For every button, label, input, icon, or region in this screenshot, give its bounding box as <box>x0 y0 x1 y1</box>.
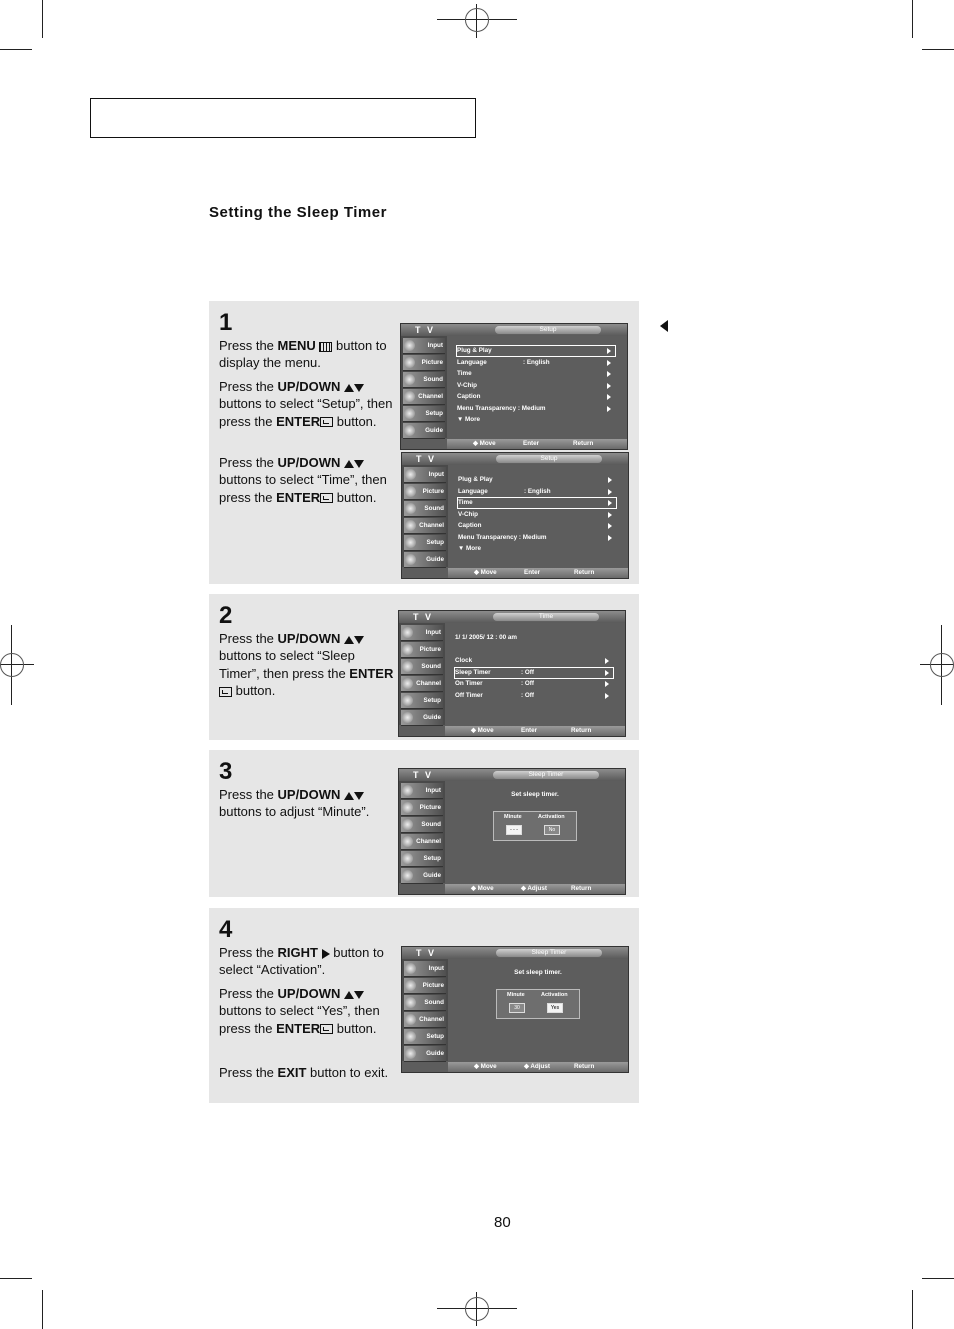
tv-sidebar-icon <box>404 374 415 385</box>
tv-sidebar-item <box>401 710 443 726</box>
tv-sidebar-item <box>404 1029 446 1045</box>
right-arrow-icon <box>607 348 611 354</box>
right-arrow-icon <box>605 681 609 687</box>
step-number: 4 <box>219 916 233 943</box>
tv-row-label: Caption <box>457 393 481 400</box>
tv-menu-title: Time <box>493 613 599 621</box>
tv-sidebar-item <box>401 693 443 709</box>
tv-row-label: Menu Transparency : Medium <box>458 533 547 541</box>
tv-menu-row <box>457 404 615 414</box>
page-number: 80 <box>494 1214 511 1231</box>
step-text <box>219 1064 394 1081</box>
up-arrow-icon <box>344 792 354 800</box>
text-run: Press the <box>219 379 278 394</box>
tv-sidebar-icon <box>405 503 416 514</box>
tv-dialog-header: Minute <box>504 814 522 820</box>
right-arrow-icon <box>608 535 612 541</box>
tv-sidebar-label: Input <box>425 787 441 794</box>
tv-menu-title: Setup <box>496 455 602 463</box>
tv-dialog-header: Activation <box>541 992 568 998</box>
keyword: ENTER <box>276 1020 321 1036</box>
tv-sidebar-label: Setup <box>426 1033 444 1040</box>
up-arrow-icon <box>344 636 354 644</box>
tv-row-label: Plug & Play <box>457 347 492 354</box>
step-text <box>219 630 394 700</box>
tv-sidebar-icon <box>402 712 413 723</box>
step-text <box>219 337 394 372</box>
tv-menu-row <box>455 668 613 678</box>
tv-row-label: Language <box>457 358 487 366</box>
tv-sidebar-label: Sound <box>421 663 441 670</box>
registration-mark <box>465 8 489 32</box>
tv-footer <box>448 568 628 578</box>
tv-sidebar-icon <box>402 627 413 638</box>
down-arrow-icon <box>354 460 364 468</box>
text-run: Press the <box>219 945 278 960</box>
down-arrow-icon <box>354 792 364 800</box>
tv-sidebar-label: Sound <box>421 821 441 828</box>
tv-sidebar-icon <box>402 802 413 813</box>
tv-sidebar-icon <box>402 661 413 672</box>
right-arrow-icon <box>608 523 612 529</box>
tv-footer <box>445 726 625 736</box>
tv-label: T V <box>416 454 437 464</box>
tv-footer-label: Enter <box>523 440 540 447</box>
down-arrow-icon <box>354 384 364 392</box>
tv-footer <box>445 884 625 894</box>
tv-sidebar-label: Guide <box>423 714 441 721</box>
tv-row-label: ▼ More <box>458 545 482 552</box>
crop-mark <box>42 0 43 38</box>
tv-menu-row <box>458 475 616 485</box>
text-run: Press the <box>219 338 278 353</box>
tv-menu-row <box>458 544 616 554</box>
tv-sidebar-icon <box>404 408 415 419</box>
page-side-marker-icon <box>660 320 668 332</box>
step-text <box>219 378 394 430</box>
tv-dialog-value: Yes <box>547 1003 563 1013</box>
tv-row-value: : Off <box>521 668 534 676</box>
tv-menu-row <box>457 369 615 379</box>
tv-sidebar-icon <box>402 819 413 830</box>
tv-sidebar-label: Guide <box>423 872 441 879</box>
tv-sidebar-icon <box>402 678 413 689</box>
right-arrow-icon <box>607 360 611 366</box>
keyword: RIGHT <box>277 945 318 960</box>
tv-dialog-header: Minute <box>507 992 525 998</box>
step-text <box>219 786 394 821</box>
tv-footer-label: Enter <box>524 569 541 576</box>
tv-sidebar-label: Channel <box>418 393 443 400</box>
tv-sidebar-item <box>404 1046 446 1062</box>
tv-footer-label: ◆ Move <box>473 440 496 447</box>
tv-screen <box>398 768 626 895</box>
tv-dialog-value: - - - <box>506 825 522 835</box>
text-run: button to select “Activation”. <box>219 945 384 978</box>
tv-footer-label: ◆ Adjust <box>521 885 547 892</box>
tv-sidebar <box>399 623 445 725</box>
tv-sidebar <box>402 959 448 1061</box>
tv-sidebar-icon <box>405 1048 416 1059</box>
tv-dialog-header: Activation <box>538 814 565 820</box>
text-run: Press the <box>219 986 278 1001</box>
tv-row-value: : English <box>524 487 551 495</box>
tv-menu-title: Sleep Timer <box>493 771 599 779</box>
right-arrow-icon <box>608 500 612 506</box>
tv-sidebar-item <box>404 978 446 994</box>
tv-footer-label: Return <box>573 440 594 447</box>
text-run: Press the <box>219 1065 278 1080</box>
section-heading: Setting the Sleep Timer <box>209 204 387 221</box>
tv-sidebar-icon <box>404 340 415 351</box>
tv-sidebar-item <box>401 800 443 816</box>
tv-dialog-value: 30 <box>509 1003 525 1013</box>
tv-footer-label: Return <box>571 727 592 734</box>
tv-screen <box>401 452 629 579</box>
tv-menu-row <box>457 346 615 356</box>
right-arrow-icon <box>605 658 609 664</box>
tv-menu-row <box>455 679 613 689</box>
tv-menu-row <box>455 656 613 666</box>
right-arrow-icon <box>607 371 611 377</box>
tv-footer <box>447 439 627 449</box>
tv-menu-row <box>457 358 615 368</box>
tv-sidebar-label: Picture <box>419 646 441 653</box>
keyword: ENTER <box>276 413 321 429</box>
text-run: button to exit. <box>306 1065 389 1080</box>
tv-sidebar <box>402 465 448 567</box>
keyword: ENTER <box>276 489 321 505</box>
keyword: UP/DOWN <box>277 631 341 646</box>
tv-label: T V <box>416 948 437 958</box>
tv-label: T V <box>413 770 434 780</box>
tv-menu-title: Setup <box>495 326 601 334</box>
tv-sidebar-item <box>401 817 443 833</box>
text-run: buttons to adjust “Minute”. <box>219 804 370 820</box>
tv-sidebar-label: Setup <box>423 697 441 704</box>
tv-dialog-value: No <box>544 825 560 835</box>
tv-sidebar-item <box>401 659 443 675</box>
tv-sidebar-item <box>404 467 446 483</box>
tv-footer-label: Return <box>574 569 595 576</box>
tv-footer-label: ◆ Move <box>471 727 494 734</box>
tv-menu-row <box>458 533 616 543</box>
keyword: UP/DOWN <box>277 455 341 470</box>
tv-sidebar <box>399 781 445 883</box>
step-text <box>219 985 394 1037</box>
tv-sidebar-icon <box>402 644 413 655</box>
step-number: 1 <box>219 309 233 336</box>
step-text <box>219 944 394 979</box>
tv-sidebar-label: Guide <box>425 427 443 434</box>
tv-sidebar-label: Channel <box>419 522 444 529</box>
tv-screen <box>401 946 629 1073</box>
tv-sidebar-item <box>403 355 445 371</box>
keyword: UP/DOWN <box>277 379 341 394</box>
tv-sidebar-item <box>403 372 445 388</box>
tv-sidebar-label: Input <box>427 342 443 349</box>
keyword: MENU <box>277 338 316 353</box>
tv-sidebar-item <box>401 625 443 641</box>
keyword: EXIT <box>277 1065 307 1080</box>
enter-icon <box>320 493 333 503</box>
registration-mark <box>930 653 954 677</box>
text-run: button to display the menu. <box>219 338 387 371</box>
tv-sidebar-icon <box>402 785 413 796</box>
tv-row-label: Sleep Timer <box>455 668 491 676</box>
right-arrow-icon <box>608 477 612 483</box>
tv-menu-row <box>458 521 616 531</box>
text-run: button. <box>333 489 377 505</box>
tv-message: Set sleep timer. <box>511 791 559 798</box>
text-run: Press the <box>219 455 278 470</box>
tv-sidebar-label: Picture <box>422 982 444 989</box>
tv-footer-label: ◆ Move <box>474 569 497 576</box>
tv-sidebar-label: Input <box>428 471 444 478</box>
text-run: Press the <box>219 787 278 802</box>
tv-row-label: Off Timer <box>455 691 483 699</box>
tv-row-label: ▼ More <box>457 416 481 423</box>
crop-mark <box>922 1278 954 1279</box>
tv-sidebar-label: Input <box>425 629 441 636</box>
enter-icon <box>320 417 333 427</box>
text-run: buttons to select “Time”, then press the <box>219 472 387 505</box>
tv-footer-label: Enter <box>521 727 538 734</box>
right-arrow-icon <box>322 949 330 959</box>
tv-row-label: V-Chip <box>457 381 477 389</box>
tv-footer-label: ◆ Move <box>474 1063 497 1070</box>
tv-menu-row <box>457 392 615 402</box>
tv-sidebar-icon <box>404 357 415 368</box>
tv-sidebar-label: Setup <box>425 410 443 417</box>
tv-sidebar-icon <box>404 425 415 436</box>
tv-sidebar-icon <box>405 554 416 565</box>
tv-label: T V <box>415 325 436 335</box>
tv-sidebar-label: Sound <box>423 376 443 383</box>
enter-icon <box>320 1024 333 1034</box>
crop-mark <box>922 49 954 50</box>
tv-sidebar-item <box>404 552 446 568</box>
tv-sidebar-item <box>401 642 443 658</box>
tv-footer-label: ◆ Move <box>471 885 494 892</box>
tv-row-label: Time <box>457 370 472 377</box>
tv-sidebar-label: Picture <box>419 804 441 811</box>
tv-sidebar-label: Picture <box>422 488 444 495</box>
tv-row-label: Caption <box>458 522 482 529</box>
right-arrow-icon <box>607 394 611 400</box>
tv-sidebar-item <box>401 783 443 799</box>
tv-sidebar-item <box>401 676 443 692</box>
tv-sidebar-icon <box>402 836 413 847</box>
tv-sidebar-label: Channel <box>419 1016 444 1023</box>
tv-row-value: : English <box>523 358 550 366</box>
tv-sidebar-label: Guide <box>426 556 444 563</box>
right-arrow-icon <box>608 489 612 495</box>
text-run: buttons to select “Yes”, then press the <box>219 1003 380 1036</box>
tv-sidebar-item <box>403 423 445 439</box>
tv-sidebar-item <box>404 535 446 551</box>
tv-row-label: Menu Transparency : Medium <box>457 404 546 412</box>
tv-sidebar-icon <box>404 391 415 402</box>
tv-sidebar-icon <box>405 469 416 480</box>
tv-row-label: On Timer <box>455 680 483 687</box>
tv-sidebar-icon <box>405 1031 416 1042</box>
text-run: button. <box>232 683 276 699</box>
right-arrow-icon <box>605 670 609 676</box>
tv-menu-row <box>455 691 613 701</box>
tv-menu-row <box>457 381 615 391</box>
right-arrow-icon <box>607 383 611 389</box>
tv-row-value: : Off <box>521 691 534 699</box>
crop-mark <box>42 1290 43 1329</box>
tv-sidebar-label: Channel <box>416 838 441 845</box>
keyword: ENTER <box>349 665 394 681</box>
tv-sidebar-item <box>401 851 443 867</box>
tv-menu-row <box>458 487 616 497</box>
tv-sidebar-icon <box>405 963 416 974</box>
tv-sidebar-item <box>403 338 445 354</box>
tv-datetime: 1/ 1/ 2005/ 12 : 00 am <box>455 634 517 641</box>
tv-row-label: V-Chip <box>458 510 478 518</box>
tv-sidebar-icon <box>405 520 416 531</box>
step-text <box>219 454 394 506</box>
right-arrow-icon <box>605 693 609 699</box>
tv-dialog <box>493 811 577 841</box>
tv-sidebar-item <box>404 501 446 517</box>
tv-sidebar-item <box>404 484 446 500</box>
step-number: 2 <box>219 602 233 629</box>
tv-footer-label: Return <box>574 1063 595 1070</box>
right-arrow-icon <box>608 512 612 518</box>
tv-sidebar-item <box>404 1012 446 1028</box>
down-arrow-icon <box>354 991 364 999</box>
tv-footer-label: Return <box>571 885 592 892</box>
tv-sidebar-icon <box>405 997 416 1008</box>
crop-mark <box>0 1278 32 1279</box>
registration-mark <box>0 653 24 677</box>
tv-message: Set sleep timer. <box>514 969 562 976</box>
tv-sidebar-label: Channel <box>416 680 441 687</box>
tv-screen <box>398 610 626 737</box>
text-run: buttons to select “Setup”, then press the <box>219 396 393 429</box>
tv-row-label: Language <box>458 487 488 495</box>
up-arrow-icon <box>344 460 354 468</box>
tv-sidebar-icon <box>405 537 416 548</box>
tv-menu-row <box>457 415 615 425</box>
chapter-title-box <box>90 98 476 138</box>
enter-icon <box>219 687 232 697</box>
tv-sidebar-item <box>403 406 445 422</box>
text-run: button. <box>333 1020 377 1036</box>
tv-sidebar-icon <box>402 870 413 881</box>
tv-label: T V <box>413 612 434 622</box>
keyword: UP/DOWN <box>277 986 341 1001</box>
tv-row-value: : Off <box>521 680 534 687</box>
tv-sidebar-item <box>404 995 446 1011</box>
tv-sidebar-icon <box>402 695 413 706</box>
tv-sidebar-icon <box>405 486 416 497</box>
tv-sidebar-label: Setup <box>423 855 441 862</box>
tv-sidebar-label: Picture <box>421 359 443 366</box>
tv-sidebar-item <box>401 834 443 850</box>
tv-sidebar-label: Input <box>428 965 444 972</box>
tv-row-label: Clock <box>455 657 473 664</box>
tv-sidebar-icon <box>402 853 413 864</box>
tv-screen <box>400 323 628 450</box>
text-run: button. <box>333 413 377 429</box>
registration-mark <box>465 1297 489 1321</box>
tv-sidebar <box>401 336 447 438</box>
tv-sidebar-label: Guide <box>426 1050 444 1057</box>
tv-menu-title: Sleep Timer <box>496 949 602 957</box>
tv-dialog <box>496 989 580 1019</box>
down-arrow-icon <box>354 636 364 644</box>
tv-footer-label: ◆ Adjust <box>524 1063 550 1070</box>
tv-sidebar-label: Setup <box>426 539 444 546</box>
text-run: buttons to select “Sleep Timer”, then press the <box>219 648 355 681</box>
tv-sidebar-icon <box>405 1014 416 1025</box>
right-arrow-icon <box>607 406 611 412</box>
crop-mark <box>912 0 913 38</box>
tv-row-label: Time <box>458 499 473 506</box>
tv-sidebar-item <box>403 389 445 405</box>
crop-mark <box>912 1290 913 1329</box>
tv-sidebar-label: Sound <box>424 505 444 512</box>
tv-footer <box>448 1062 628 1072</box>
up-arrow-icon <box>344 384 354 392</box>
up-arrow-icon <box>344 991 354 999</box>
tv-sidebar-item <box>401 868 443 884</box>
tv-sidebar-label: Sound <box>424 999 444 1006</box>
keyword: UP/DOWN <box>277 787 341 802</box>
menu-icon <box>319 342 332 352</box>
tv-sidebar-icon <box>405 980 416 991</box>
tv-sidebar-item <box>404 518 446 534</box>
tv-sidebar-item <box>404 961 446 977</box>
text-run: Press the <box>219 631 278 646</box>
crop-mark <box>0 49 32 50</box>
step-number: 3 <box>219 758 233 785</box>
tv-menu-row <box>458 510 616 520</box>
tv-row-label: Plug & Play <box>458 476 493 483</box>
tv-menu-row <box>458 498 616 508</box>
